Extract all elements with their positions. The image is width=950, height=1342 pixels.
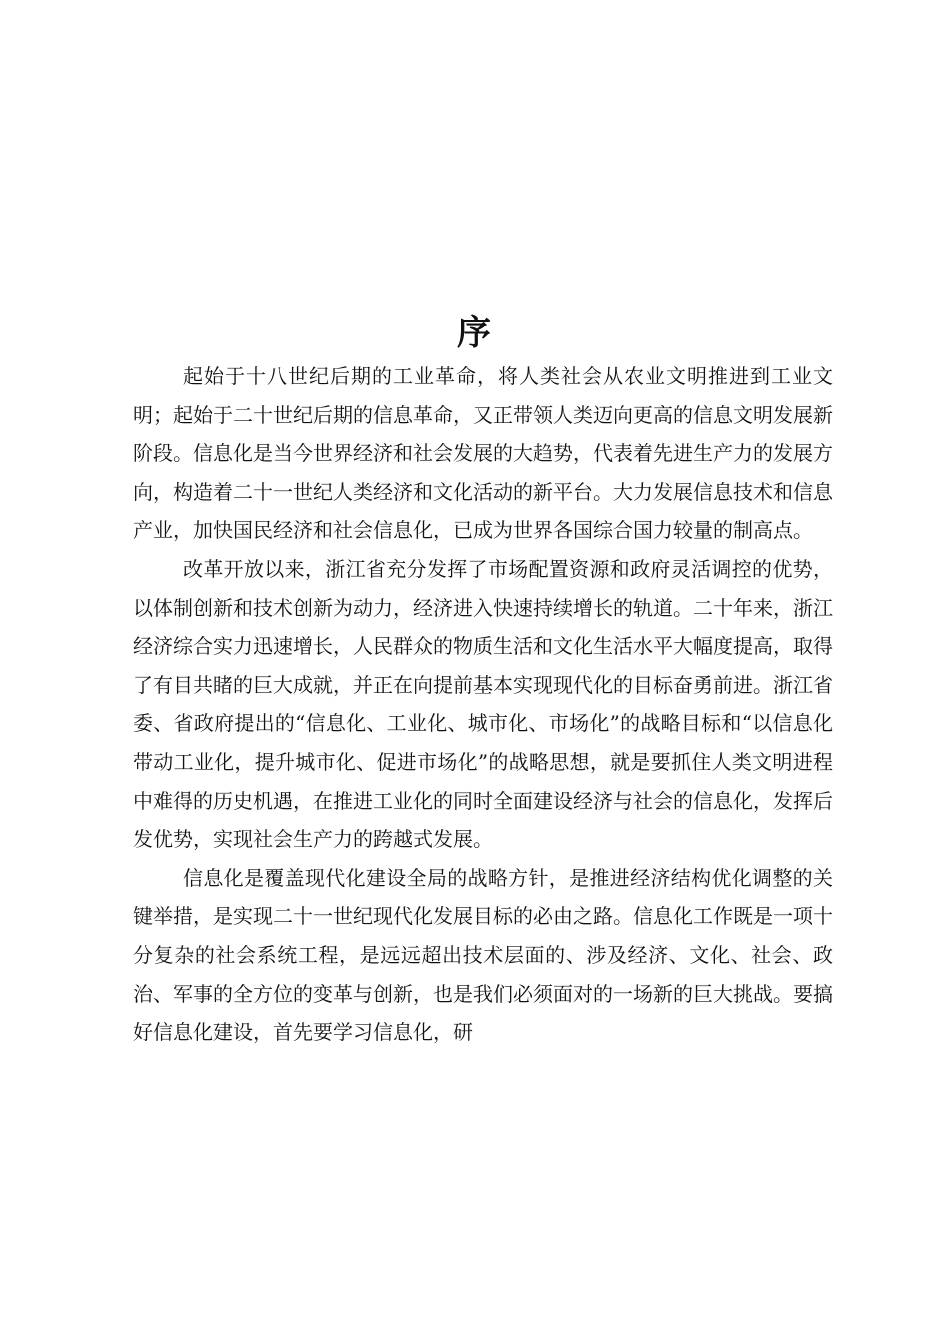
paragraph-2: 改革开放以来，浙江省充分发挥了市场配置资源和政府灵活调控的优势，以体制创新和技术创新为动力，经济进入快速持续增长的轨道。二十年来，浙江经济综合实力迅速增长，人民群众的物质生活和文化生活水平大幅度提高，取得了有目共睹的巨大成就，并正在向提前基本实现现代化的目标奋勇前进。浙江省委、省政府提出的“信息化、工业化、城市化、市场化”的战略目标和“以信息化带动工业化，提升城市化、促进市场化”的战略思想，就是要抓住人类文明进程中难得的历史机遇，在推进工业化的同时全面建设经济与社会的信息化，发挥后发优势，实现社会生产力的跨越式发展。	[133, 556, 833, 852]
paragraph-3: 信息化是覆盖现代化建设全局的战略方针，是推进经济结构优化调整的关键举措，是实现二十一世纪现代化发展目标的必由之路。信息化工作既是一项十分复杂的社会系统工程，是远远超出技术层面的、涉及经济、文化、社会、政治、军事的全方位的变革与创新，也是我们必须面对的一场新的巨大挑战。要搞好信息化建设，首先要学习信息化，研	[133, 865, 833, 1045]
body-text	[133, 357, 833, 1052]
paragraph-1: 起始于十八世纪后期的工业革命，将人类社会从农业文明推进到工业文明；起始于二十世纪后期的信息革命，又正带领人类迈向更高的信息文明发展新阶段。信息化是当今世界经济和社会发展的大趋势，代表着先进生产力的发展方向，构造着二十一世纪人类经济和文化活动的新平台。大力发展信息技术和信息产业，加快国民经济和社会信息化，已成为世界各国综合国力较量的制高点。	[133, 364, 833, 543]
page-title: 序	[457, 313, 493, 353]
